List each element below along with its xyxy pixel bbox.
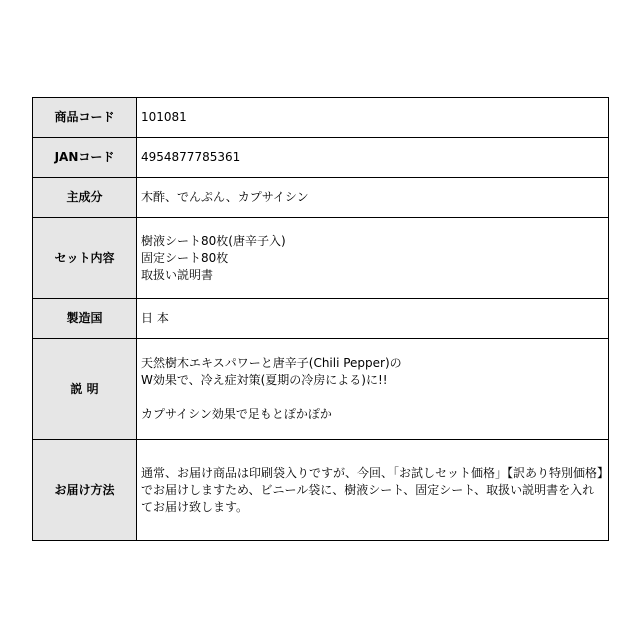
label-delivery-method: お届け方法 [33, 440, 137, 541]
value-main-ingredients: 木酢、でんぷん、カプサイシン [137, 178, 609, 218]
description-line: 天然樹木エキスパワーと唐辛子(Chili Pepper)の [141, 356, 402, 370]
label-description: 説 明 [33, 339, 137, 440]
value-delivery-method [137, 440, 609, 541]
description-line: W効果で、冷え症対策(夏期の冷房による)に!! [141, 373, 388, 387]
row-product-code [33, 98, 609, 138]
row-delivery-method [33, 440, 609, 541]
label-country: 製造国 [33, 299, 137, 339]
row-jan-code [33, 138, 609, 178]
description-line: カプサイシン効果で足もとぽかぽか [141, 407, 332, 421]
value-country: 日 本 [137, 299, 609, 339]
delivery-method-text: 通常、お届け商品は印刷袋入りですが、今回、「お試しセット価格」【訳あり特別価格】でお届けしますため、ビニール袋に、樹液シート、固定シート、取扱い説明書を入れてお届け致します。 [141, 465, 604, 514]
set-contents-line: 樹液シート80枚(唐辛子入) [141, 233, 286, 248]
label-set-contents: セット内容 [33, 218, 137, 299]
value-description [137, 339, 609, 440]
value-jan-code: 4954877785361 [137, 138, 609, 178]
set-contents-line: 取扱い説明書 [141, 267, 214, 282]
row-set-contents [33, 218, 609, 299]
row-main-ingredients [33, 178, 609, 218]
row-country [33, 299, 609, 339]
product-spec-table [32, 97, 609, 541]
row-description [33, 339, 609, 440]
set-contents-line: 固定シート80枚 [141, 250, 229, 265]
label-product-code: 商品コード [33, 98, 137, 138]
label-jan-code: JANコード [33, 138, 137, 178]
description-blank-line [141, 389, 604, 406]
label-main-ingredients: 主成分 [33, 178, 137, 218]
value-set-contents [137, 218, 609, 299]
value-product-code: 101081 [137, 98, 609, 138]
